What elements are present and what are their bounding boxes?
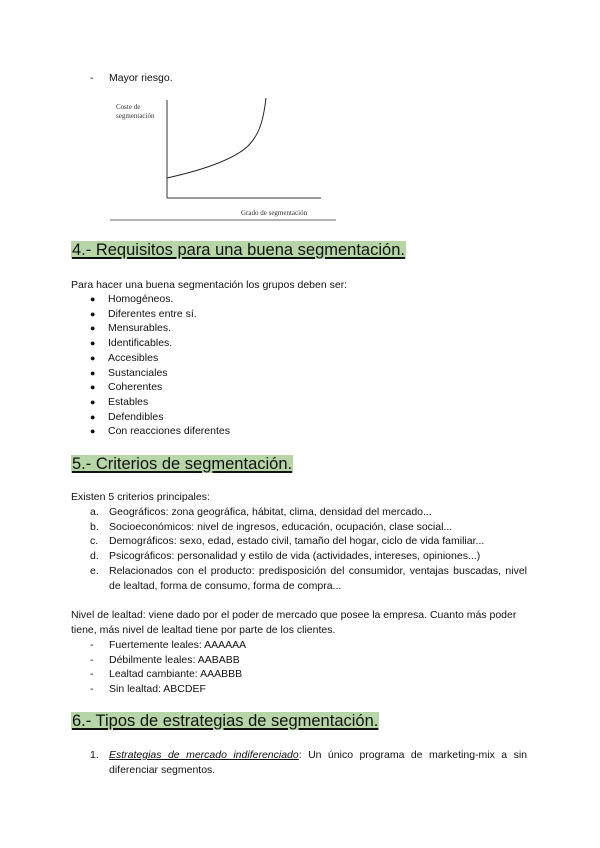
list-item: e. Relacionados con el producto: predisposición del consumidor, ventajas buscadas, nivel de lealtad, forma de consumo, forma de compra... (90, 564, 527, 592)
bullet-icon: ● (90, 294, 96, 304)
section-heading-4: 4.- Requisitos para una buena segmentación. (72, 241, 405, 259)
section-heading-5: 5.- Criterios de segmentación. (72, 455, 293, 473)
y-axis-label-line2: segmentación (116, 112, 155, 120)
list-item: ● Homogéneos. (90, 293, 174, 305)
list-item: d. Psicográficos: personalidad y estilo de vida (actividades, intereses, opiniones...) (90, 550, 481, 563)
dash-marker: - (90, 653, 94, 666)
list-item: - Sin lealtad: ABCDEF (90, 683, 206, 696)
section-heading-6: 6.- Tipos de estrategias de segmentación. (72, 712, 379, 730)
list-item: c. Demográficos: sexo, edad, estado civil, tamaño del hogar, ciclo de vida familiar... (90, 535, 485, 548)
loyalty-list (90, 638, 247, 697)
cost-curve (167, 98, 266, 178)
list-item: - Fuertemente leales: AAAAAA (90, 639, 247, 651)
bullet-icon: ● (90, 367, 96, 378)
list-item: ● Sustanciales (90, 366, 168, 379)
list-item: ● Con reacciones diferentes (90, 425, 230, 438)
bullet-icon: ● (90, 308, 96, 319)
list-item: - Débilmente leales: AABABB (90, 653, 240, 666)
bullet-icon: ● (90, 396, 96, 407)
list-item: ● Diferentes entre sí. (90, 307, 197, 320)
list-item: ● Coherentes (90, 381, 163, 394)
dash-marker: - (90, 72, 94, 84)
list-item: ● Accesibles (90, 351, 159, 364)
bullet-icon: ● (90, 411, 96, 422)
strategies-list (90, 748, 528, 777)
list-item: ● Identificables. (90, 337, 173, 350)
bullet-icon: ● (90, 352, 96, 363)
section4-intro: Para hacer una buena segmentación los grupos deben ser: (71, 279, 348, 291)
cost-curve-chart (108, 94, 338, 224)
list-item: 1. Estrategias de mercado indiferenciado: Un único programa de marketing-mix a sin diferenciar segmentos. (90, 749, 528, 776)
list-item: - Lealtad cambiante: AAABBB (90, 668, 243, 681)
dash-marker: - (90, 668, 94, 681)
section5-intro: Existen 5 criterios principales: (71, 491, 210, 503)
list-item: ● Estables (90, 395, 149, 408)
y-axis-label-line1: Coste de (116, 103, 141, 111)
list-item: ● Defendibles (90, 410, 164, 423)
requirements-list (90, 292, 230, 439)
list-item: ● Mensurables. (90, 322, 172, 335)
dash-marker: - (90, 639, 94, 651)
criteria-list (90, 505, 527, 593)
list-item (90, 71, 173, 86)
segmentation-cost-figure (108, 94, 338, 224)
bullet-icon: ● (90, 323, 96, 334)
bullet-icon: ● (90, 338, 96, 349)
dash-marker: - (90, 683, 94, 696)
bullet-icon: ● (90, 382, 96, 393)
top-dash-list (90, 71, 173, 86)
strategy-term: Estrategias de mercado indiferenciado (109, 749, 299, 761)
list-item: b. Socioeconómicos: nivel de ingresos, educación, ocupación, clase social... (90, 520, 453, 533)
list-item-text: Mayor riesgo. (109, 72, 173, 84)
bullet-icon: ● (90, 426, 96, 437)
strategy-description: : Un único programa de marketing-mix a sin diferenciar segmentos. (109, 749, 528, 776)
loyalty-paragraph: Nivel de lealtad: viene dado por el poder de mercado que posee la empresa. Cuanto más poder tiene, más nivel de lealtad tiene por parte de los clientes. (71, 609, 517, 636)
x-axis-label: Grado de segmentación (241, 209, 308, 217)
list-item: a. Geográficos: zona geográfica, hábitat, clima, densidad del mercado... (90, 506, 432, 518)
